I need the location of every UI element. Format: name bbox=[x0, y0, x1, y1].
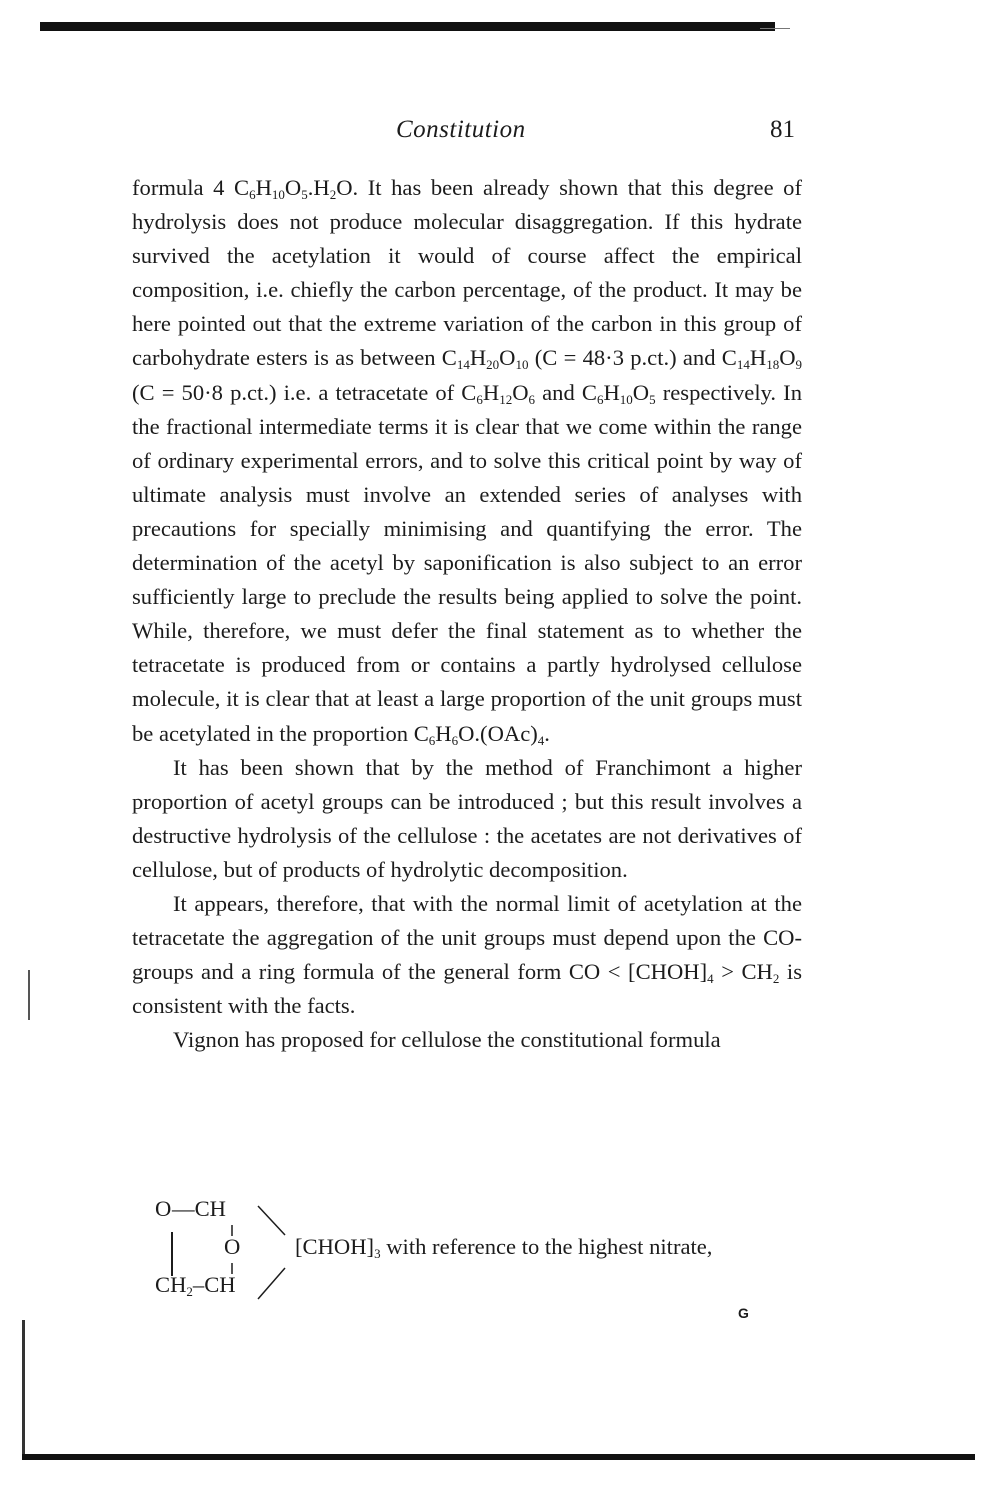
subscript: 4 bbox=[707, 971, 714, 987]
bottom-rule bbox=[22, 1454, 975, 1460]
formula-oxygen-middle: O bbox=[224, 1234, 241, 1259]
subscript: 6 bbox=[528, 391, 536, 407]
scan-speck bbox=[28, 970, 30, 1020]
page-number: 81 bbox=[770, 116, 795, 143]
text-run: It has been shown that by the method of Franchimont a higher proportion of acetyl groups can be introduced ; but this result involves a destructive hydrolysis of the cellulose : the acetates are not derivatives of cellulose, but of products of hydrolytic decomposition. bbox=[132, 754, 802, 882]
formula-right-line: $[CHOH]_3$ with reference to the highest nitrate, bbox=[295, 1234, 713, 1261]
subscript: 6 bbox=[476, 391, 483, 407]
subscript: 10 bbox=[619, 391, 633, 407]
subscript: 5 bbox=[649, 391, 656, 407]
subscript: 10 bbox=[271, 187, 285, 202]
subscript: 5 bbox=[301, 187, 308, 202]
page-header bbox=[0, 113, 1000, 153]
subscript: 6 bbox=[428, 732, 436, 748]
subscript: 2 bbox=[329, 187, 337, 202]
text-run: respectively. In the fractional intermediate terms it is clear that we come within the range of ordinary experimental errors, and to solve this critical point by way of ultimate analysis must involve an extended series of analyses with precautions for specially minimising and quantifying the error. The determination of the acetyl by saponification is also subject to an error sufficiently large to preclude the results being applied to solve the point. While, therefore, we must defer the final statement as to whether the tetracetate is produced from or contains a partly hydrolysed cellulose molecule, it is clear that at least a large proportion of the unit groups must be acetylated in the proportion C bbox=[132, 379, 802, 746]
structural-formula bbox=[152, 1194, 812, 1304]
text-run: O.(OAc) bbox=[458, 720, 538, 746]
text-run: O bbox=[632, 379, 650, 405]
text-run: (C = 48·3 p.ct.) and C bbox=[528, 345, 737, 371]
text-run: is consistent with the facts. bbox=[132, 959, 802, 1019]
subscript: 4 bbox=[537, 732, 545, 748]
subscript: 6 bbox=[451, 732, 459, 748]
subscript: 10 bbox=[515, 357, 529, 373]
text-run: H bbox=[603, 379, 620, 405]
text-run: H bbox=[482, 379, 500, 405]
subscript: 18 bbox=[766, 357, 780, 373]
text-run: . bbox=[544, 720, 550, 746]
signature-mark: G bbox=[738, 1305, 749, 1321]
formula-bottom: $CH_2-CH$ bbox=[155, 1272, 236, 1299]
left-margin-bar bbox=[22, 1320, 25, 1460]
paragraph-4 bbox=[132, 1023, 802, 1057]
subscript: 6 bbox=[249, 187, 256, 202]
top-rule bbox=[40, 22, 775, 31]
text-run: (C = 50·8 p.ct.) i.e. a tetracetate of C bbox=[132, 379, 477, 405]
text-run: H bbox=[749, 345, 767, 371]
text-run: .H bbox=[307, 175, 330, 200]
text-run: O bbox=[499, 345, 516, 371]
top-rule-tail bbox=[760, 28, 790, 29]
subscript: 20 bbox=[486, 357, 500, 373]
text-run: O bbox=[512, 379, 529, 405]
running-title: Constitution bbox=[396, 116, 526, 143]
text-run: O bbox=[779, 345, 796, 371]
text-run: H bbox=[435, 720, 452, 746]
subscript: 6 bbox=[596, 391, 604, 407]
text-run: H bbox=[469, 345, 487, 371]
text-run: > CH bbox=[713, 959, 773, 985]
text-run: O. It has been already shown that this degree of hydrolysis does not produce molecular disaggregation. If this hydrate survived the acetylation it would of course affect the empirical composition, i.e. chiefly the carbon percentage, of the product. It may be here pointed out that the extreme variation of the carbon in this group of carbohydrate esters is as between C bbox=[132, 175, 802, 371]
paragraph-2 bbox=[132, 751, 802, 887]
text-run: and C bbox=[535, 379, 597, 405]
subscript: 14 bbox=[736, 357, 750, 373]
paragraph-3 bbox=[132, 887, 802, 1023]
body-text bbox=[132, 171, 802, 1057]
paragraph-1 bbox=[132, 171, 802, 751]
text-run: It appears, therefore, that with the normal limit of acetylation at the tetracetate the aggregation of the unit groups must depend upon the CO- groups and a ring formula of the general form CO < [CHOH] bbox=[132, 890, 802, 985]
subscript: 2 bbox=[772, 971, 780, 987]
text-run: O bbox=[284, 175, 302, 200]
text-run: Vignon has proposed for cellulose the constitutional formula bbox=[173, 1027, 721, 1053]
text-run: formula 4 C bbox=[132, 175, 250, 200]
formula-oxygen-top: O bbox=[155, 1196, 172, 1221]
formula-ch-top: —CH bbox=[172, 1196, 226, 1221]
text-run: H bbox=[255, 175, 272, 200]
subscript: 12 bbox=[499, 391, 513, 407]
subscript: 9 bbox=[795, 357, 803, 373]
subscript: 14 bbox=[456, 357, 470, 373]
